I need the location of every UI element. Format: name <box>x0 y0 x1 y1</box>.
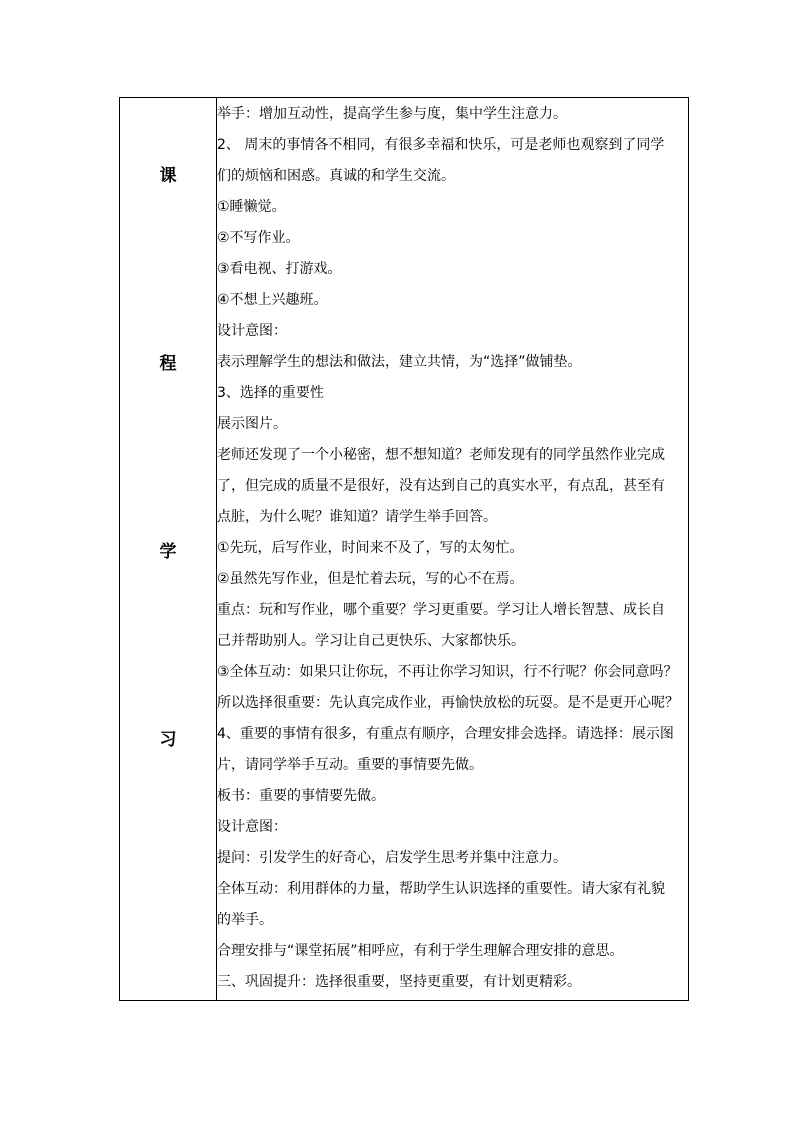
content-line: 老师还发现了一个小秘密，想不想知道？老师发现有的同学虽然作业完成 <box>217 447 665 463</box>
content-line: 2、 周末的事情各不相同，有很多幸福和快乐，可是老师也观察到了同学 <box>217 137 665 153</box>
content-line: ④不想上兴趣班。 <box>217 292 328 308</box>
content-line: 展示图片。 <box>217 416 287 432</box>
content-line: 所以选择很重要：先认真完成作业，再愉快放松的玩耍。是不是更开心呢？ <box>217 695 679 711</box>
content-line: ②虽然先写作业，但是忙着去玩，写的心不在焉。 <box>217 571 524 587</box>
content-line: 举手：增加互动性，提高学生参与度，集中学生注意力。 <box>217 106 567 122</box>
side-label-xi: 习 <box>159 730 177 750</box>
side-label-ke: 课 <box>159 166 177 186</box>
content-line: 提问：引发学生的好奇心，启发学生思考并集中注意力。 <box>217 850 567 866</box>
content-line: 合理安排与“课堂拓展”相呼应，有利于学生理解合理安排的意思。 <box>217 943 624 959</box>
content-line: 了，但完成的质量不是很好，没有达到自己的真实水平，有点乱，甚至有 <box>217 478 665 494</box>
content-line: 片，请同学举手互动。重要的事情要先做。 <box>217 757 483 773</box>
content-line: 全体互动：利用群体的力量，帮助学生认识选择的重要性。请大家有礼貌 <box>217 881 665 897</box>
content-line: 点脏，为什么呢？谁知道？请学生举手回答。 <box>217 509 497 525</box>
content-line: 表示理解学生的想法和做法，建立共情，为“选择”做铺垫。 <box>217 354 582 370</box>
content-line: 三、巩固提升：选择很重要，坚持更重要，有计划更精彩。 <box>217 974 581 990</box>
content-line: ①先玩，后写作业，时间来不及了，写的太匆忙。 <box>217 540 524 556</box>
content-line: 3、选择的重要性 <box>217 385 324 401</box>
content-line: 4、重要的事情有很多，有重点有顺序，合理安排会选择。请选择：展示图 <box>217 726 674 742</box>
content-line: 的举手。 <box>217 912 273 928</box>
content-line: ③看电视、打游戏。 <box>217 261 342 277</box>
content-line: 们的烦恼和困惑。真诚的和学生交流。 <box>217 168 455 184</box>
content-line: 重点：玩和写作业，哪个重要？学习更重要。学习让人增长智慧、成长自 <box>217 602 665 618</box>
lesson-table <box>119 97 689 1001</box>
side-label-xue: 学 <box>159 542 177 562</box>
content-line: ①睡懒觉。 <box>217 199 286 215</box>
side-label-cheng: 程 <box>159 354 177 374</box>
content-line: 设计意图： <box>217 323 287 339</box>
content-line: 板书：重要的事情要先做。 <box>217 788 385 804</box>
content-line: 设计意图： <box>217 819 287 835</box>
content-line: 己并帮助别人。学习让自己更快乐、大家都快乐。 <box>217 633 525 649</box>
content-line: ②不写作业。 <box>217 230 300 246</box>
lesson-content <box>217 98 689 1000</box>
content-line: ③全体互动：如果只让你玩，不再让你学习知识，行不行呢？你会同意吗？ <box>217 664 678 680</box>
